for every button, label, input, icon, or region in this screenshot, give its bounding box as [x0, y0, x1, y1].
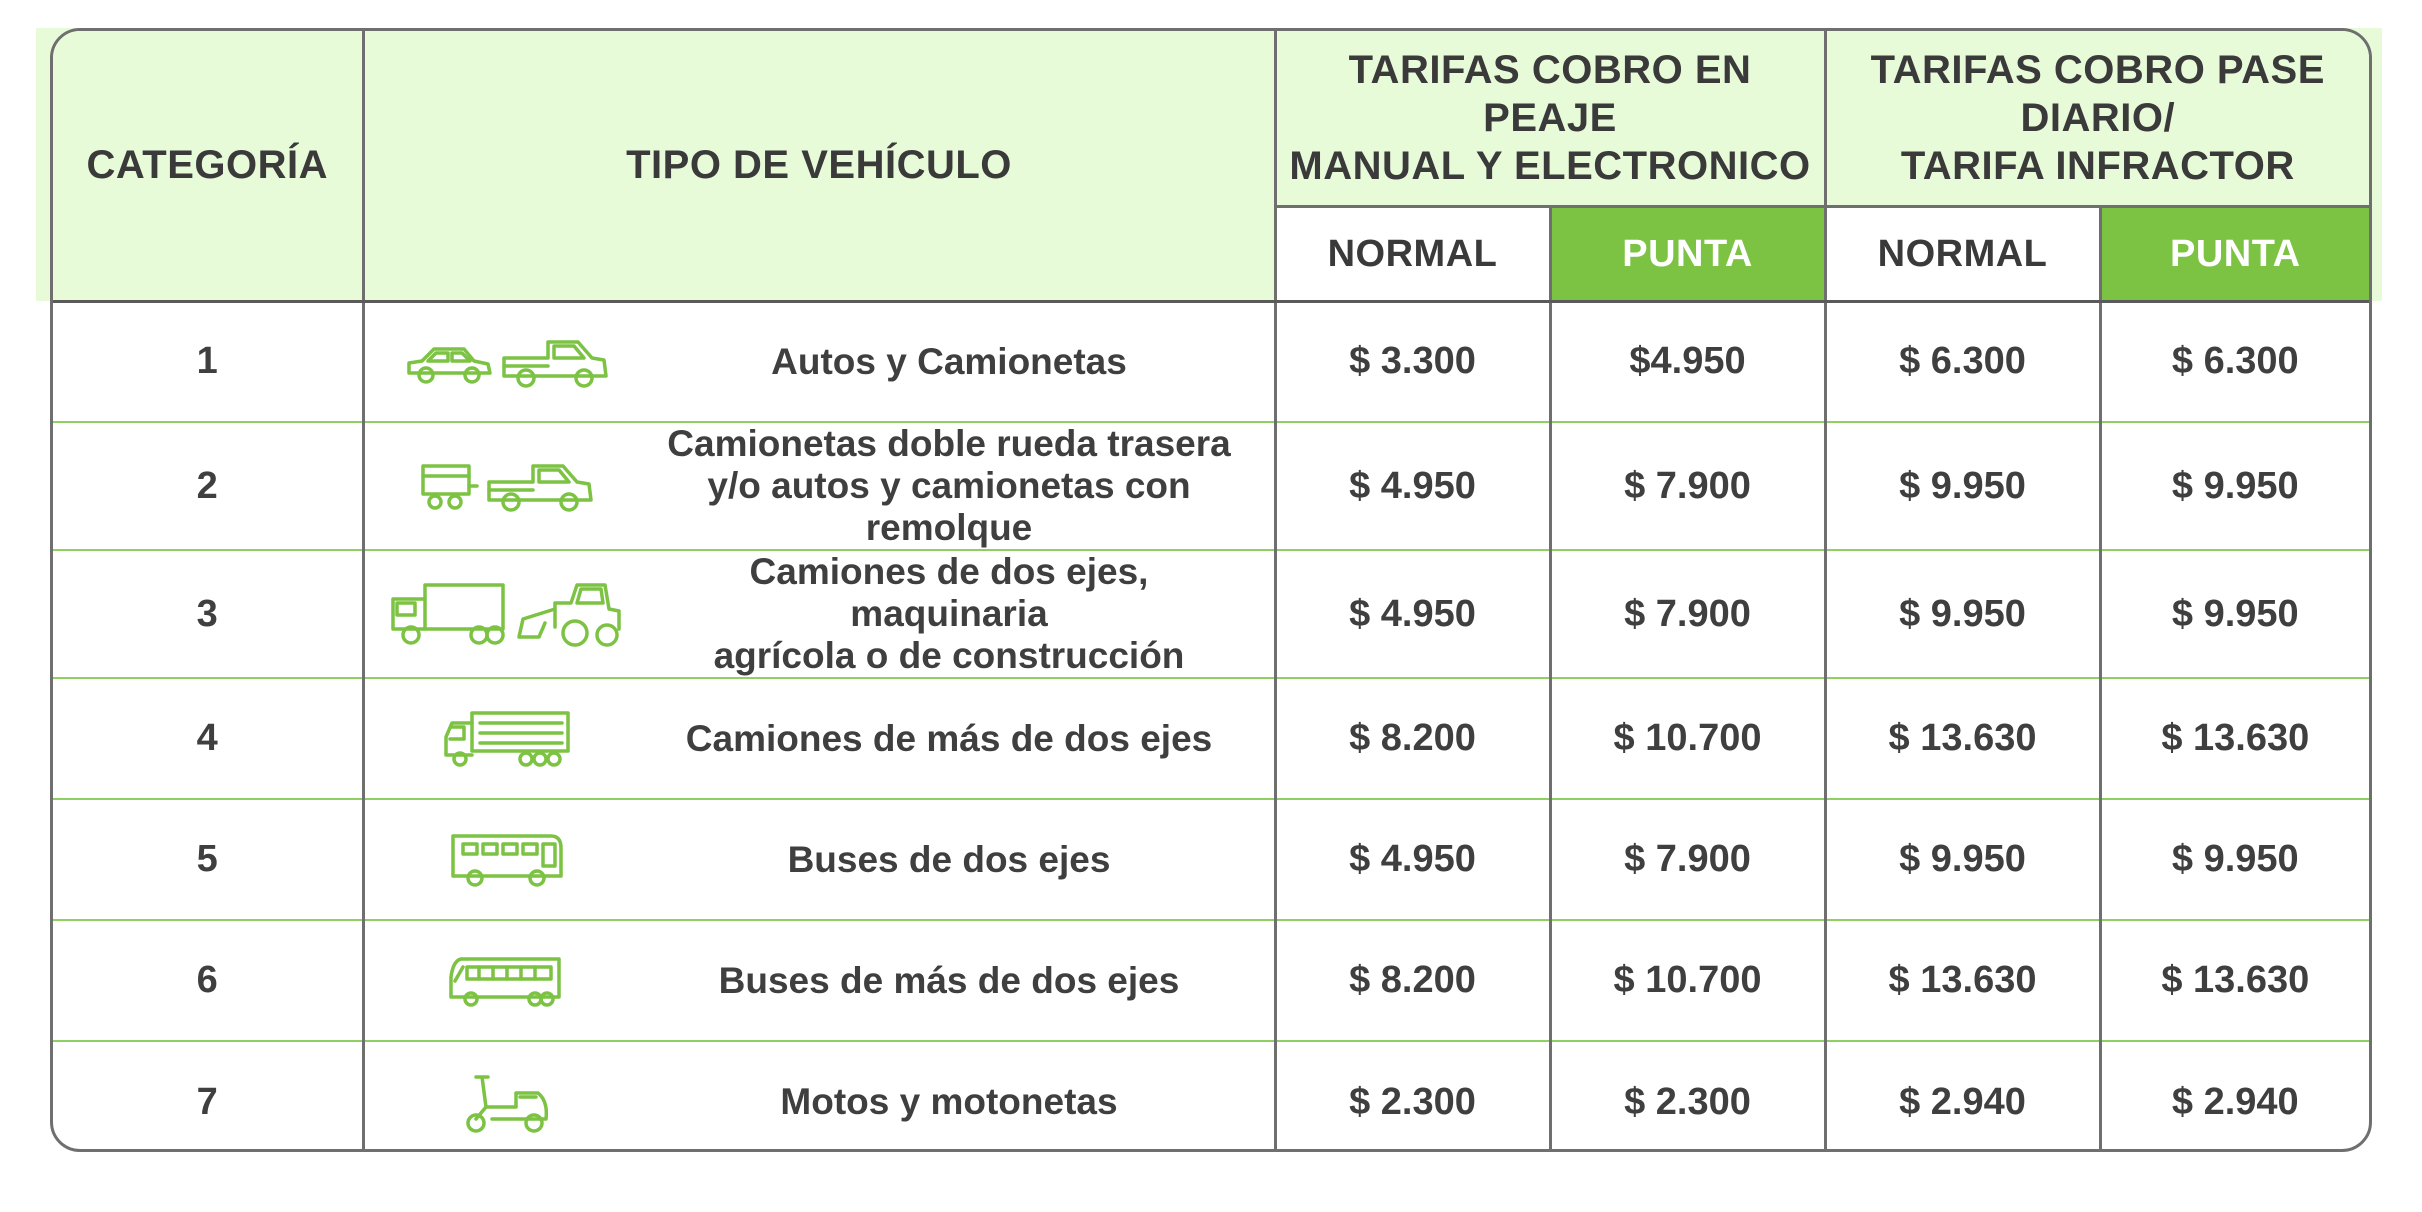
pase-punta-cell: $ 6.300 — [2171, 340, 2299, 383]
peaje-punta-cell: $ 2.300 — [1550, 1041, 1825, 1152]
table-row — [53, 550, 2369, 678]
peaje-normal-cell: $ 3.300 — [1275, 301, 1550, 422]
table-row — [53, 678, 2369, 799]
peaje-normal-cell: $ 4.950 — [1275, 422, 1550, 550]
header-categoria: CATEGORÍA — [53, 31, 363, 301]
vehicle-type-label: Autos y Camionetas — [771, 340, 1127, 382]
categoria-cell: 5 — [53, 799, 363, 920]
categoria-cell: 1 — [53, 301, 363, 422]
pase-normal-cell: $ 9.950 — [1825, 799, 2100, 920]
header-peaje-punta: PUNTA — [1550, 206, 1825, 301]
vehicle-icons — [365, 458, 655, 514]
vehicle-type-cell — [363, 550, 1275, 678]
table-row — [53, 799, 2369, 920]
tariff-rows — [53, 301, 2369, 1152]
vehicle-type-cell — [363, 301, 1275, 422]
categoria-cell: 7 — [53, 1041, 363, 1152]
peaje-normal-cell: $ 4.950 — [1275, 550, 1550, 678]
pickup-truck-icon — [500, 334, 610, 390]
car-icon — [404, 337, 494, 387]
table-row — [53, 1041, 2369, 1152]
vehicle-type-label: Buses de dos ejes — [787, 838, 1111, 880]
peaje-normal-cell: $ 4.950 — [1275, 799, 1550, 920]
pase-normal-cell: $ 9.950 — [1825, 422, 2100, 550]
header-group-pase-diario: TARIFAS COBRO PASE DIARIO/ TARIFA INFRACTOR — [1825, 31, 2369, 206]
vehicle-type-label: Camiones de dos ejes, maquinaria agrícola o de construcción — [713, 551, 1185, 676]
peaje-normal-cell: $ 8.200 — [1275, 920, 1550, 1041]
pase-normal-cell: $ 13.630 — [1825, 920, 2100, 1041]
vehicle-icons — [365, 830, 655, 890]
pase-normal-cell: $ 9.950 — [1825, 550, 2100, 678]
peaje-normal-cell: $ 8.200 — [1275, 678, 1550, 799]
pase-punta-cell: $ 9.950 — [2100, 550, 2369, 678]
peaje-punta-cell: $ 7.900 — [1550, 422, 1825, 550]
header-group-peaje: TARIFAS COBRO EN PEAJE MANUAL Y ELECTRONICO — [1275, 31, 1825, 206]
header-pase-punta: PUNTA — [2100, 206, 2369, 301]
pase-normal-cell: $ 13.630 — [1825, 678, 2100, 799]
pickup-truck-icon — [485, 458, 595, 514]
categoria-cell: 2 — [53, 422, 363, 550]
semi-truck-icon — [442, 709, 572, 769]
vehicle-type-label: Buses de más de dos ejes — [718, 959, 1180, 1001]
coach-bus-icon — [447, 953, 567, 1009]
pase-punta-cell: $ 13.630 — [2100, 920, 2369, 1041]
truck-icon — [389, 579, 509, 649]
peaje-punta-cell: $ 7.900 — [1550, 550, 1825, 678]
trailer-icon — [419, 458, 479, 514]
peaje-punta-cell: $4.950 — [1550, 301, 1825, 422]
vehicle-type-label: Motos y motonetas — [780, 1081, 1118, 1122]
vehicle-icons — [365, 953, 655, 1009]
header-tipo-vehiculo: TIPO DE VEHÍCULO — [363, 31, 1275, 301]
scooter-icon — [462, 1067, 552, 1137]
vehicle-icons — [365, 334, 655, 390]
vehicle-type-label: Camionetas doble rueda trasera y/o autos y camionetas con remolque — [667, 423, 1231, 548]
vehicle-icons — [365, 579, 655, 649]
tractor-icon — [515, 579, 625, 649]
table-row — [53, 920, 2369, 1041]
bus-icon — [447, 830, 567, 890]
peaje-punta-cell: $ 10.700 — [1550, 678, 1825, 799]
pase-punta-cell: $ 2.940 — [2100, 1041, 2369, 1152]
vehicle-type-cell — [363, 678, 1275, 799]
table-row — [53, 301, 2369, 422]
vehicle-type-cell — [363, 422, 1275, 550]
categoria-cell: 6 — [53, 920, 363, 1041]
pase-punta-cell: $ 9.950 — [2100, 422, 2369, 550]
tariff-table-frame — [50, 28, 2372, 1152]
categoria-cell: 4 — [53, 678, 363, 799]
tariff-table — [53, 31, 2369, 1152]
header-pase-normal: NORMAL — [1825, 206, 2100, 301]
vehicle-type-cell — [363, 799, 1275, 920]
table-row — [53, 422, 2369, 550]
vehicle-type-cell — [363, 1041, 1275, 1152]
peaje-punta-cell: $ 7.900 — [1550, 799, 1825, 920]
vehicle-type-cell — [363, 920, 1275, 1041]
vehicle-icons — [365, 709, 655, 769]
pase-punta-cell: $ 9.950 — [2100, 799, 2369, 920]
pase-normal-cell: $ 6.300 — [1825, 301, 2100, 422]
vehicle-type-label: Camiones de más de dos ejes — [685, 717, 1213, 759]
categoria-cell: 3 — [53, 550, 363, 678]
pase-punta-cell: $ 13.630 — [2100, 678, 2369, 799]
header-peaje-normal: NORMAL — [1275, 206, 1550, 301]
vehicle-icons — [365, 1067, 655, 1137]
pase-normal-cell: $ 2.940 — [1825, 1041, 2100, 1152]
peaje-normal-cell: $ 2.300 — [1275, 1041, 1550, 1152]
peaje-punta-cell: $ 10.700 — [1550, 920, 1825, 1041]
